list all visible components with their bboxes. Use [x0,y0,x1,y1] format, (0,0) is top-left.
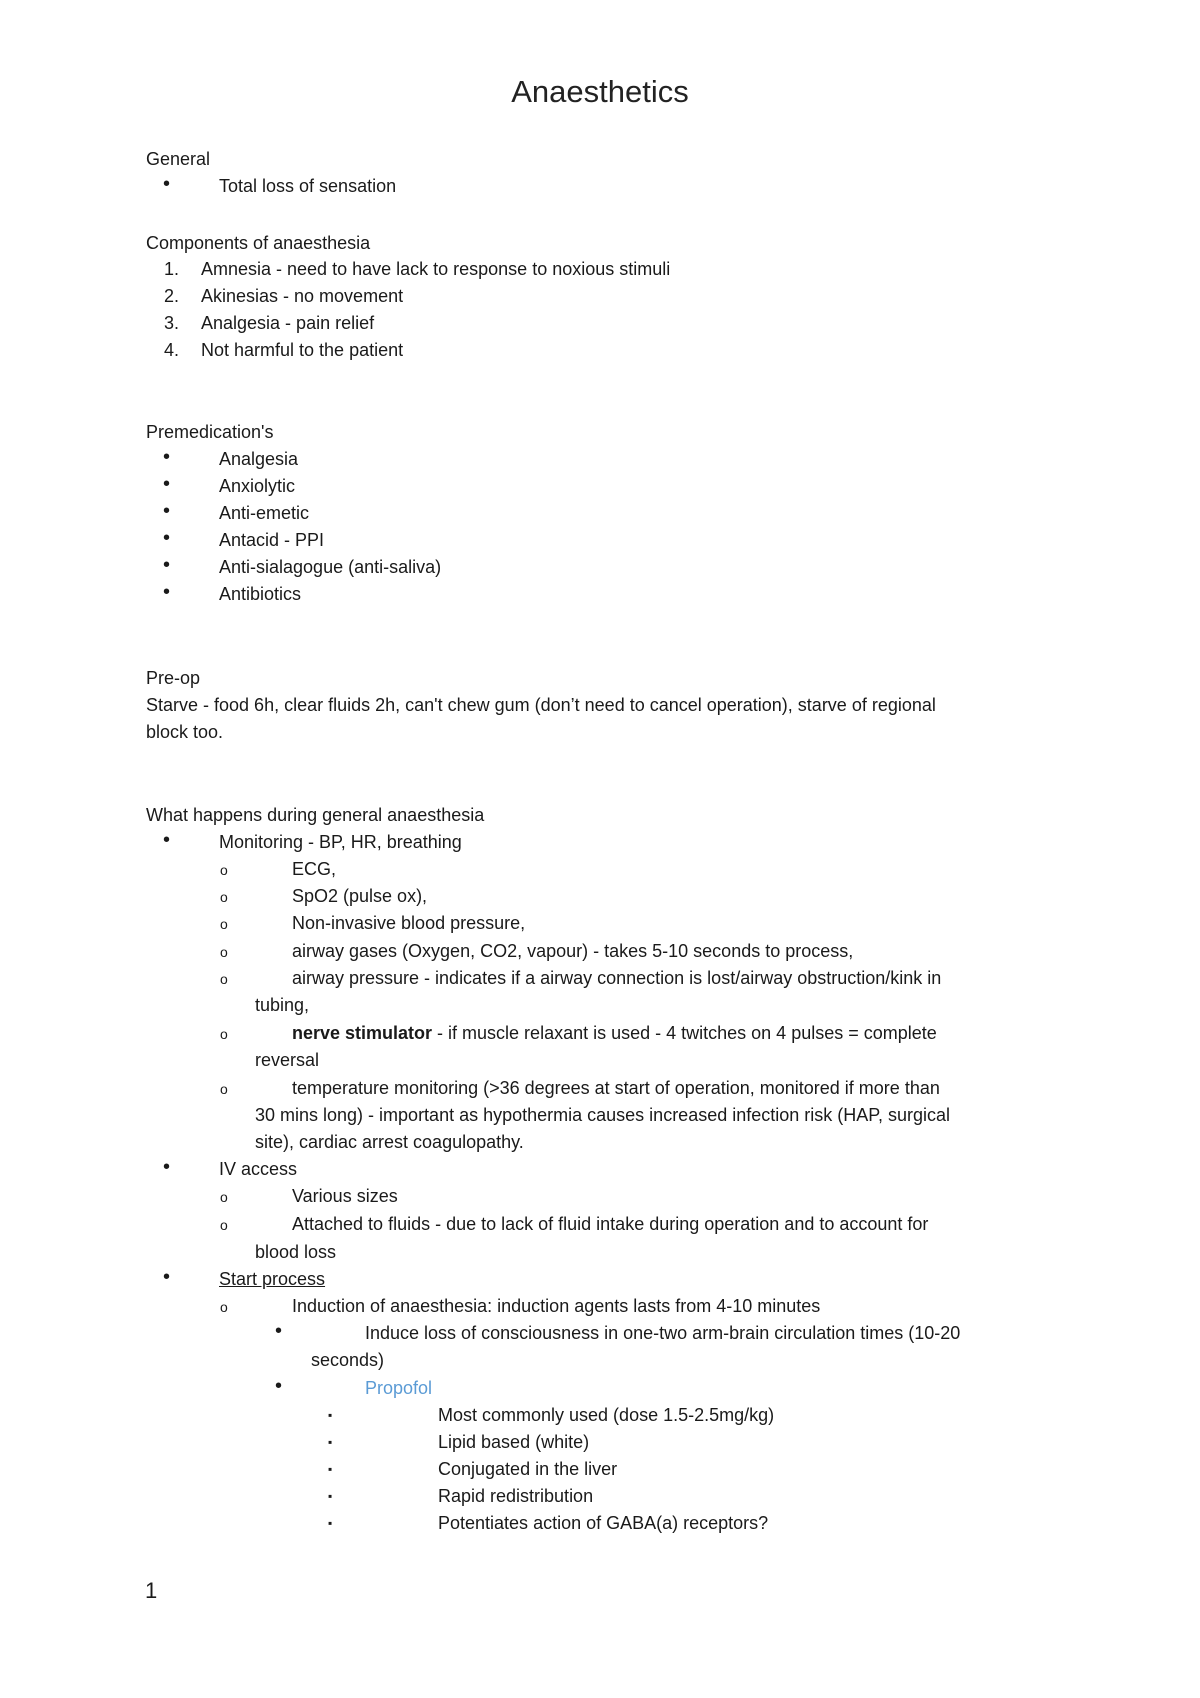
list-number: 4. [164,340,180,360]
list-item: Anti-emetic [219,503,310,523]
page-title: Anaesthetics [511,74,689,109]
list-number: 3. [164,313,180,333]
list-item-continuation: tubing, [255,995,310,1015]
list-item-propofol: Propofol [365,1378,433,1398]
nerve-stimulator-text: - if muscle relaxant is used - 4 twitches on 4 pulses = complete [432,1023,937,1043]
circle-bullet-icon: o [220,1026,228,1042]
list-item: Non-invasive blood pressure, [292,913,526,933]
list-item: Monitoring - BP, HR, breathing [219,832,462,852]
list-number: 1. [164,259,180,279]
circle-bullet-icon: o [220,971,228,987]
list-item: Most commonly used (dose 1.5-2.5mg/kg) [438,1405,775,1425]
circle-bullet-icon: o [220,916,228,932]
paragraph-line: block too. [146,722,224,742]
list-item: Analgesia - pain relief [201,313,375,333]
list-item: Antibiotics [219,584,302,604]
circle-bullet-icon: o [220,944,228,960]
list-item: ECG, [292,859,337,879]
list-item: Analgesia [219,449,299,469]
list-item: Total loss of sensation [219,176,397,196]
list-item: Induction of anaesthesia: induction agents lasts from 4-10 minutes [292,1296,821,1316]
list-item: temperature monitoring (>36 degrees at start of operation, monitored if more than [292,1078,940,1098]
page-number: 1 [145,1578,158,1603]
list-item: Rapid redistribution [438,1486,594,1506]
list-item: Induce loss of consciousness in one-two arm-brain circulation times (10-20 [365,1323,961,1343]
nerve-stimulator-term: nerve stimulator [292,1023,433,1043]
list-item: Akinesias - no movement [201,286,404,306]
circle-bullet-icon: o [220,1189,228,1205]
list-item-continuation: 30 mins long) - important as hypothermia causes increased infection risk (HAP, surgical [255,1105,950,1125]
list-item: airway gases (Oxygen, CO2, vapour) - takes 5-10 seconds to process, [292,941,854,961]
square-bullet-icon: ▪ [328,1408,333,1422]
circle-bullet-icon: o [220,889,228,905]
bullet-icon: • [163,500,171,522]
list-item-continuation: blood loss [255,1242,337,1262]
list-item: Anti-sialagogue (anti-saliva) [219,557,442,577]
heading-components: Components of anaesthesia [146,233,371,253]
bullet-icon: • [163,1156,171,1178]
bullet-icon: • [163,173,171,195]
list-number: 2. [164,286,180,306]
circle-bullet-icon: o [220,1081,228,1097]
list-item: Various sizes [292,1186,398,1206]
bullet-icon: • [163,581,171,603]
list-item: Attached to fluids - due to lack of fluid intake during operation and to account for [292,1214,929,1234]
bullet-icon: • [275,1320,283,1342]
square-bullet-icon: ▪ [328,1462,333,1476]
square-bullet-icon: ▪ [328,1516,333,1530]
circle-bullet-icon: o [220,1217,228,1233]
list-item: airway pressure - indicates if a airway connection is lost/airway obstruction/kink in [292,968,942,988]
list-item: Anxiolytic [219,476,296,496]
bullet-icon: • [163,473,171,495]
list-item: Lipid based (white) [438,1432,590,1452]
list-item: Not harmful to the patient [201,340,404,360]
square-bullet-icon: ▪ [328,1489,333,1503]
list-item: Conjugated in the liver [438,1459,618,1479]
bullet-icon: • [163,446,171,468]
bullet-icon: • [163,527,171,549]
heading-preop: Pre-op [146,668,201,688]
list-item: IV access [219,1159,298,1179]
circle-bullet-icon: o [220,1299,228,1315]
list-item-continuation: site), cardiac arrest coagulopathy. [255,1132,524,1152]
list-item: Antacid - PPI [219,530,325,550]
circle-bullet-icon: o [220,862,228,878]
bullet-icon: • [163,1266,171,1288]
list-item: Amnesia - need to have lack to response to noxious stimuli [201,259,671,279]
bullet-icon: • [163,829,171,851]
bullet-icon: • [163,554,171,576]
paragraph-line: Starve - food 6h, clear fluids 2h, can't chew gum (don’t need to cancel operation), starve of regional [146,695,936,715]
heading-premedication: Premedication's [146,422,274,442]
list-item-continuation: seconds) [311,1350,385,1370]
square-bullet-icon: ▪ [328,1435,333,1449]
list-item: SpO2 (pulse ox), [292,886,428,906]
list-item-start-process: Start process [219,1269,326,1289]
heading-general: General [146,149,211,169]
list-item [292,1022,937,1044]
heading-general-anaesthesia: What happens during general anaesthesia [146,805,485,825]
bullet-icon: • [275,1375,283,1397]
list-item: Potentiates action of GABA(a) receptors? [438,1513,769,1533]
list-item-continuation: reversal [255,1050,320,1070]
